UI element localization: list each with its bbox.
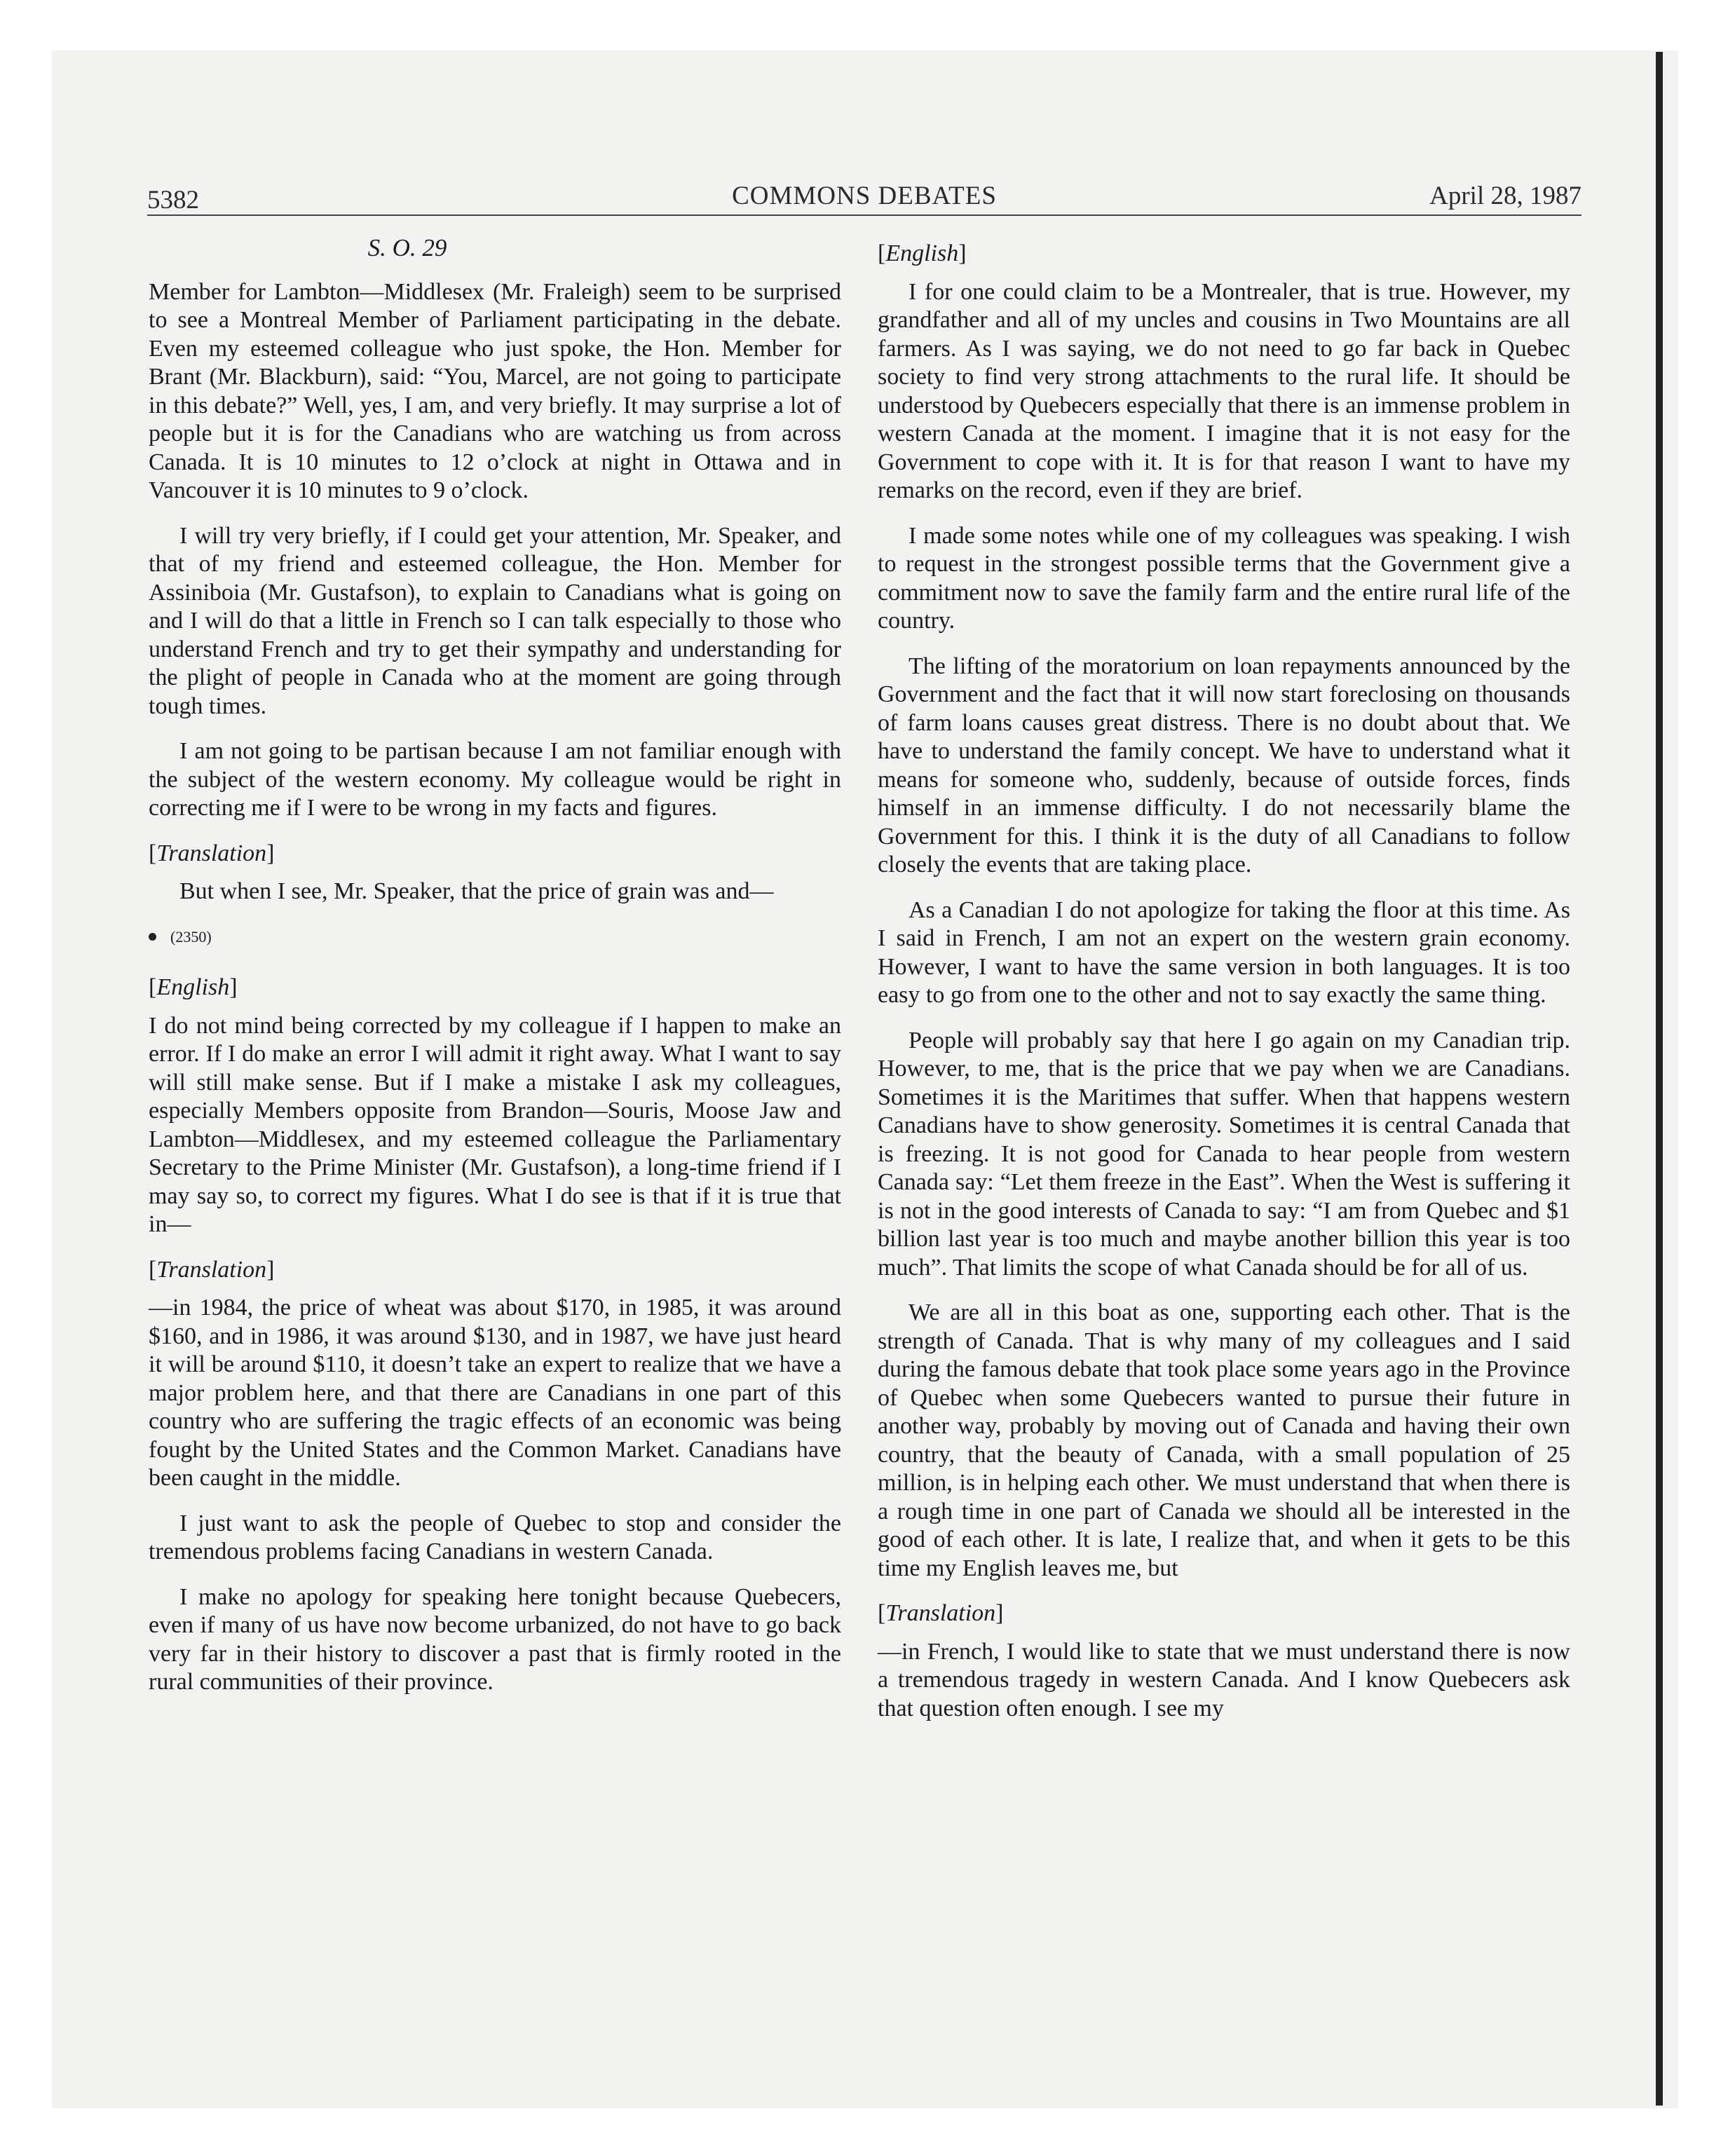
paragraph: Member for Lambton—Middlesex (Mr. Fraleigh) seem to be surprised to see a Montreal Member of Parliament participating in the debate. Even my esteemed colleague who just spoke, the Hon. Member for Brant (Mr. Blackburn), said: “You, Marcel, are not going to participate in this debate?” Well, yes, I am, and very briefly. It may surprise a lot of people but it is for the Canadians who are watching us from across Canada. It is 10 minutes to 12 o’clock at night in Ottawa and in Vancouver it is 10 minutes to 9 o’clock.	[149, 278, 841, 503]
language-tag: [English]	[149, 974, 238, 1000]
running-header	[147, 181, 1581, 214]
paragraph: I do not mind being corrected by my colleague if I happen to make an error. If I do make an error I will admit it right away. What I want to say will still make sense. But if I make a mistake I ask my colleagues, especially Members opposite from Brandon—Souris, Moose Jaw and Lambton—Middlesex, and my esteemed colleague the Parliamentary Secretary to the Prime Minister (Mr. Gustafson), a long-time friend if I may say so, to correct my figures. What I do see is that if it is true that in—	[149, 1012, 841, 1237]
paragraph: I make no apology for speaking here tonight because Quebecers, even if many of us have now become urbanized, do not have to go back very far in their history to discover a past that is firmly rooted in the rural communities of their province.	[149, 1583, 841, 1695]
publication-title: COMMONS DEBATES	[732, 182, 997, 210]
header-rule	[147, 214, 1581, 216]
right-column	[878, 234, 1570, 1740]
paragraph: I will try very briefly, if I could get your attention, Mr. Speaker, and that of my friend and esteemed colleague, the Hon. Member for Assiniboia (Mr. Gustafson), to explain to Canadians what is going on and I will do that a little in French so I can talk especially to those who understand French and try to get their sympathy and understanding for the plight of people in Canada who at the moment are going through tough times.	[149, 522, 841, 719]
language-tag: [English]	[878, 240, 967, 266]
language-tag: [Translation]	[149, 1256, 275, 1283]
page-edge-shadow	[1656, 52, 1663, 2106]
paragraph: —in 1984, the price of wheat was about $170, in 1985, it was around $160, and in 1986, it was around $130, and in 1987, we have just heard it will be around $110, it doesn’t take an expert to realize that we have a major problem here, and that there are Canadians in one part of this country who are suffering the tragic effects of an economic was being fought by the United States and the Common Market. Canadians have been caught in the middle.	[149, 1295, 841, 1491]
paragraph: But when I see, Mr. Speaker, that the price of grain was and—	[179, 878, 774, 904]
paragraph: The lifting of the moratorium on loan repayments announced by the Government and the fact that it will now start foreclosing on thousands of farm loans causes great distress. There is no doubt about that. We have to understand the family concept. We have to understand what it means for someone who, suddenly, because of outside forces, finds himself in an immense difficulty. I do not necessarily blame the Government for this. I think it is the duty of all Canadians to follow closely the events that are taking place.	[878, 653, 1570, 878]
paragraph: We are all in this boat as one, supporting each other. That is the strength of Canada. That is why many of my colleagues and I said during the famous debate that took place some years ago in the Province of Quebec when some Quebecers wanted to pursue their future in another way, probably by moving out of Canada and having their own country, that the beauty of Canada, with a small population of 25 million, is in helping each other. We must understand that when there is a rough time in one part of Canada we should all be interested in the good of each other. It is late, I realize that, and when it gets to be this time my English leaves me, but	[878, 1299, 1570, 1581]
time-marker: (2350)	[149, 923, 841, 952]
language-tag: [Translation]	[878, 1600, 1004, 1626]
bullet-icon	[149, 933, 156, 941]
paragraph: —in French, I would like to state that we must understand there is now a tremendous tragedy in western Canada. And I know Quebecers ask that question often enough. I see my	[878, 1638, 1570, 1721]
page-number: 5382	[147, 186, 199, 214]
left-column	[149, 234, 841, 1714]
paragraph: As a Canadian I do not apologize for taking the floor at this time. As I said in French, I am not an expert on the western grain economy. However, I want to have the same version in both languages. It is too easy to go from one to the other and not to say exactly the same thing.	[878, 896, 1570, 1008]
paragraph: I made some notes while one of my colleagues was speaking. I wish to request in the strongest possible terms that the Government give a commitment now to save the family farm and the entire rural life of the country.	[878, 522, 1570, 634]
paragraph: People will probably say that here I go again on my Canadian trip. However, to me, that is the price that we pay when we are Canadians. Sometimes it is the Maritimes that suffer. When that happens western Canadians have to show generosity. Sometimes it is central Canada that is freezing. It is not good for Canada to hear people from western Canada say: “Let them freeze in the East”. When the West is suffering it is not in the good interests of Canada to say: “I am from Quebec and $1 billion last year is too much and maybe another billion this year is too much”. That limits the scope of what Canada should be for all of us.	[878, 1027, 1570, 1281]
paragraph: I for one could claim to be a Montrealer, that is true. However, my grandfather and all of my uncles and cousins in Two Mountains are all farmers. As I was saying, we do not need to go far back in Quebec society to find very strong attachments to the rural life. It should be understood by Quebecers especially that there is an immense problem in western Canada at the moment. I imagine that it is not easy for the Government to cope with it. It is for that reason I want to have my remarks on the record, even if they are brief.	[878, 278, 1570, 503]
publication-date: April 28, 1987	[1429, 182, 1581, 210]
language-tag: [Translation]	[149, 840, 275, 866]
standing-order-mark: S. O. 29	[367, 234, 447, 261]
paragraph: I just want to ask the people of Quebec to stop and consider the tremendous problems facing Canadians in western Canada.	[149, 1510, 841, 1564]
paragraph: I am not going to be partisan because I am not familiar enough with the subject of the western economy. My colleague would be right in correcting me if I were to be wrong in my facts and figures.	[149, 738, 841, 821]
